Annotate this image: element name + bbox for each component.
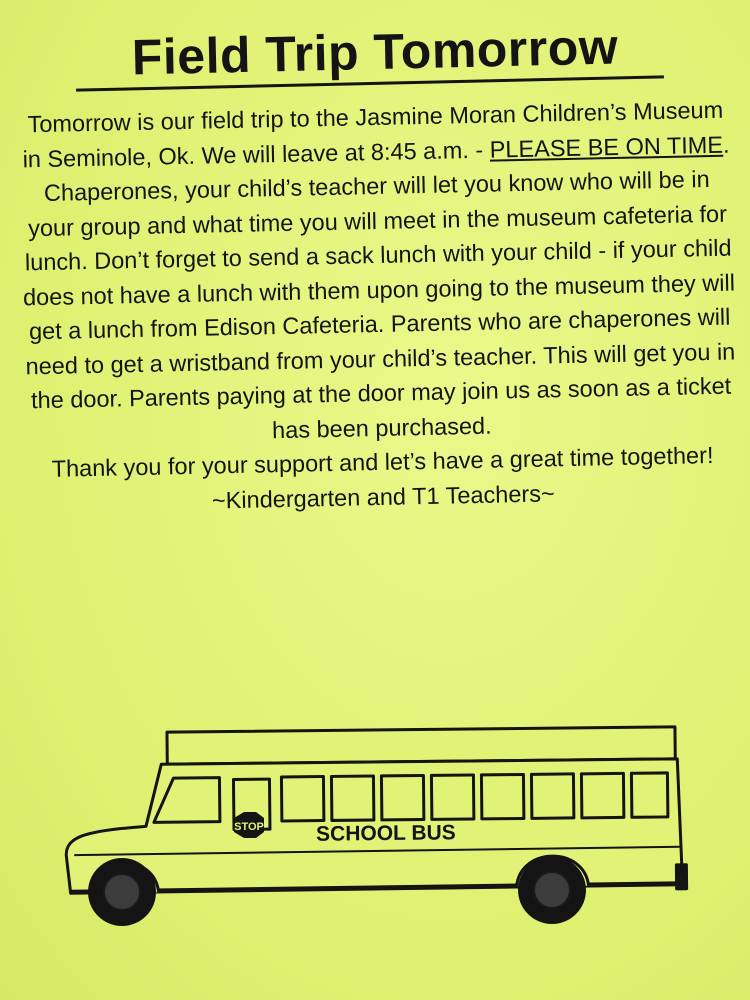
stop-sign-label: STOP — [234, 821, 264, 833]
signature-line: ~Kindergarten and T1 Teachers~ — [211, 479, 555, 513]
school-bus-label: SCHOOL BUS — [315, 821, 456, 846]
flyer-title: Field Trip Tomorrow — [131, 18, 619, 86]
announcement-paragraph — [18, 93, 739, 453]
front-wheel — [88, 858, 156, 926]
announcement-details: . Chaperones, your child’s teacher will let you know who will be in your group and what time you will meet in the museum cafeteria for lunch. Don’t forget to send a sack lunch with your child - if your child does not have a lunch with them upon going to the museum they will get a lunch from Edison Cafeteria. Parents who are chaperones will need to get a wristband from your child’s teacher. This will get you in the door. Parents paying at the door may join us as soon as a ticket has been purchased. — [22, 131, 736, 443]
school-bus-illustration — [50, 720, 700, 940]
flyer-body — [18, 93, 741, 522]
announcement-lead: Tomorrow is our field trip to the Jasmine Moran Children’s Museum in Seminole, Ok. We will leave at 8:45 a.m. - — [22, 96, 724, 172]
stop-sign-icon — [234, 812, 264, 838]
on-time-emphasis: PLEASE BE ON TIME — [489, 131, 724, 163]
rear-wheel — [518, 856, 586, 924]
thank-you-line: Thank you for your support and let’s have a great time together! — [51, 441, 714, 482]
